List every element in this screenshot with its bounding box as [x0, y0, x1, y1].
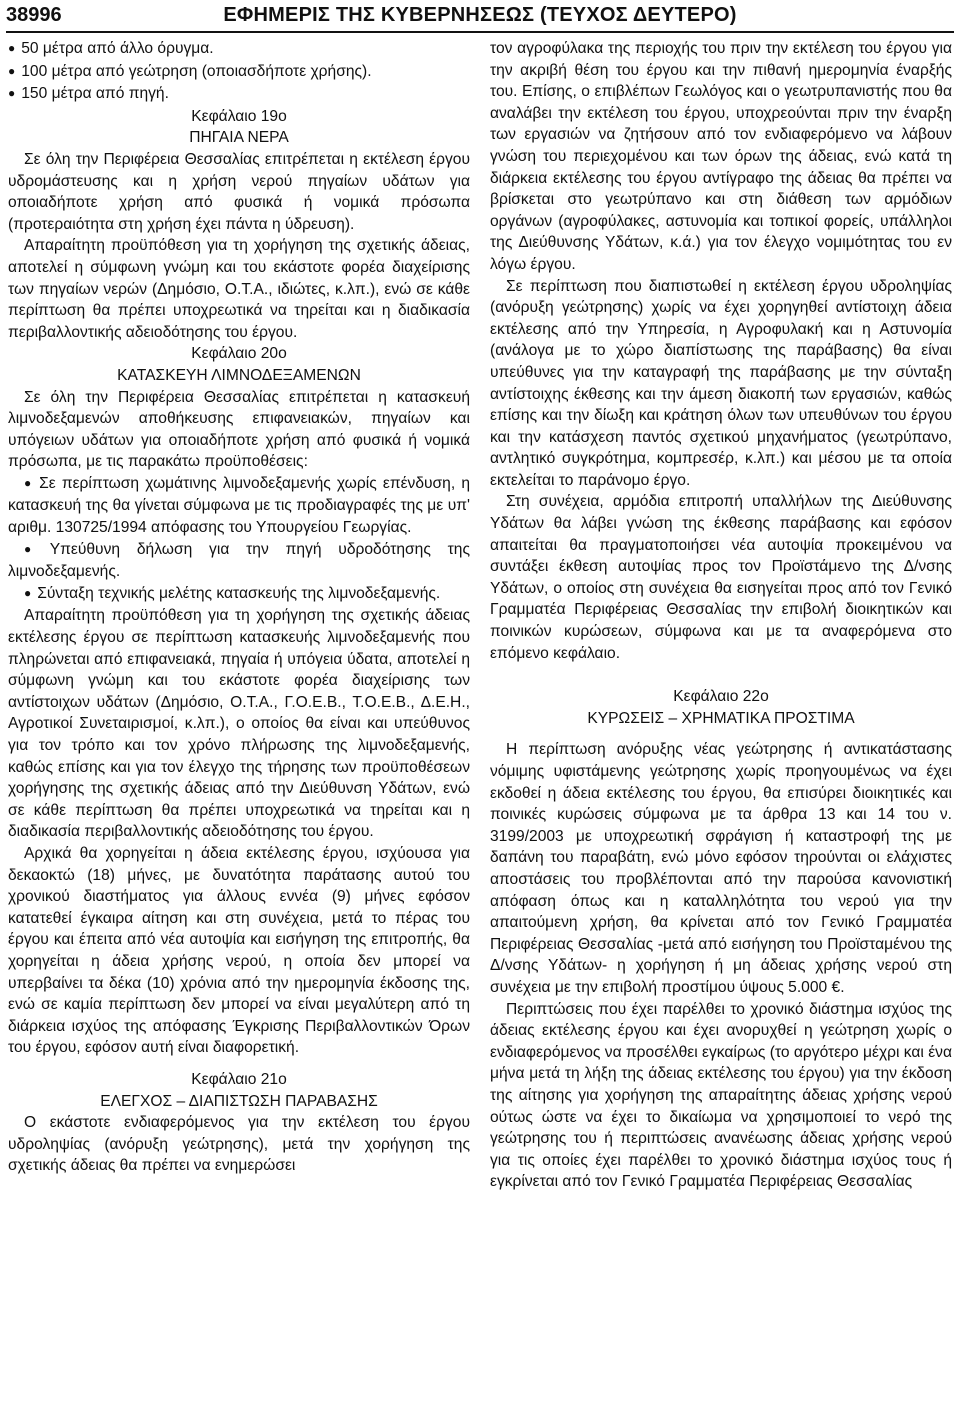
- chapter-19-heading: ΠΗΓΑΙΑ ΝΕΡΑ: [189, 129, 289, 147]
- chapter-22-title: Κεφάλαιο 22ο: [673, 688, 769, 706]
- chapter-19-title: Κεφάλαιο 19ο: [191, 107, 287, 125]
- paragraph: Σε όλη την Περιφέρεια Θεσσαλίας επιτρέπεται η εκτέλεση έργου υδρομάστευσης και η χρήση νερού πηγαίων υδάτων για οποιαδήποτε χρήση από φυσικά ή νομικά πρόσωπα (προτεραιότητα στη χρήση έχει πάντα η ύδρευση).: [8, 150, 470, 233]
- paragraph: Ο εκάστοτε ενδιαφερόμενος για την εκτέλεση του έργου υδροληψίας (ανόρυξη γεώτρησης), μετά την χορήγηση της σχετικής άδειας θα πρέπει να ενημερώσει: [8, 1114, 470, 1175]
- header-rule: [6, 31, 954, 33]
- chapter-21-heading: ΕΛΕΓΧΟΣ – ΔΙΑΠΙΣΤΩΣΗ ΠΑΡΑΒΑΣΗΣ: [100, 1092, 378, 1110]
- paragraph: Σε περίπτωση που διαπιστωθεί η εκτέλεση έργου υδροληψίας (ανόρυξη γεώτρησης) χωρίς να έχει χορηγηθεί αντίστοιχη άδεια εκτέλεσης από την Υπηρεσία, η Αγροφυλακή και η Αστυνομία (ανάλογα με το χώρο διαπίστωσης της παράβασης) θα είναι υπεύθυνες για την καταγραφή της παράβασης με την σύνταξη αντίστοιχης έκθεσης και την άμεση διακοπή των εργασιών, καθώς επίσης και την δίωξη και κράτηση όλων των υπευθύνων του έργου και την κατάσχεση παντός σχετικού μηχανήματος (γεωτρύπανο, αντλητικό συγκρότημα, κομπρεσέρ, κ.λπ.) και μέσου με τα οποία εκτελείται το παράνομο έργο.: [490, 277, 952, 489]
- paragraph: Σε όλη την Περιφέρεια Θεσσαλίας επιτρέπεται η κατασκευή λιμνοδεξαμενών αποθήκευσης επιφανειακών, πηγαίων και υπόγειων υδάτων για οποιαδήποτε χρήση από φυσικά ή νομικά πρόσωπα, με τις παρακάτω προϋποθέσεις:: [8, 388, 470, 471]
- paragraph: Αρχικά θα χορηγείται η άδεια εκτέλεσης έργου, ισχύουσα για δεκαοκτώ (18) μήνες, με δυνατότητα παράτασης αυτού του χρονικού διαστήματος για άλλους εννέα (9) μήνες εφόσον κατατεθεί έγκαιρα αίτηση και στη συνέχεια, μετά το πέρας του έργου και έπειτα από νέα αυτοψία και εισήγηση της επιτροπής, θα χορηγείται η άδεια χρήσης νερού, η οποία δεν μπορεί να υπερβαίνει τα δέκα (10) χρόνια από την ημερομηνία έκδοσης της, ενώ σε καμία περίπτωση δεν μπορεί να είναι μεγαλύτερη από τη διάρκεια ισχύος της απόφασης Έγκρισης Περιβαλλοντικών Όρων του έργου, εφόσον αυτή είναι διαφορετική.: [8, 844, 470, 1057]
- page-header: [6, 0, 954, 30]
- paragraph: Απαραίτητη προϋπόθεση για τη χορήγηση της σχετικής άδειας, αποτελεί η σύμφωνη γνώμη και του εκάστοτε φορέα διαχείρισης των πηγαίων νερών (Δημόσιο, Ο.Τ.Α., ιδιώτες, κ.λπ.), ενώ σε κάθε περίπτωση θα πρέπει υποχρεωτικά να τηρείται και η διαδικασία περιβαλλοντικής αδειοδότησης του έργου.: [8, 237, 470, 341]
- paragraph: Η περίπτωση ανόρυξης νέας γεώτρησης ή αντικατάστασης νόμιμης υφιστάμενης γεώτρησης χωρίς προηγουμένως να έχει εκδοθεί η άδεια εκτέλεσης του έργου, θα επισύρει διοικητικές και ποινικές κυρώσεις σύμφωνα με τα άρθρα 13 και 14 του ν. 3199/2003 με υποχρεωτική σφράγιση ή καταστροφή της με δαπάνη του παραβάτη, ενώ μόνο εφόσον τηρούνται οι ελάχιστες αποστάσεις του προβλέπονται από την παρούσα κανονιστική απόφαση όπως και η καταλληλότητα του νερού για την απαιτούμενη χρήση, θα κρίνεται από τον Γενικό Γραμματέα Περιφέρειας Θεσσαλίας -μετά από εισήγηση του Προϊσταμένου της Δ/νσης Υδάτων- η χορήγηση ή μη άδειας χρήσης νερού στη συνέχεια με την επιβολή προστίμου ύψους 5.000 €.: [490, 741, 952, 996]
- list-item: ● Σύνταξη τεχνικής μελέτης κατασκευής της λιμνοδεξαμενής.: [8, 583, 470, 606]
- list-item: ● Υπεύθυνη δήλωση για την πηγή υδροδότησης της λιμνοδεξαμενής.: [8, 539, 470, 583]
- list-item: ● 100 μέτρα από γεώτρηση (οποιασδήποτε χρήσης).: [8, 61, 470, 84]
- chapter-22-heading: ΚΥΡΩΣΕΙΣ – ΧΡΗΜΑΤΙΚΑ ΠΡΟΣΤΙΜΑ: [587, 709, 855, 727]
- chapter-20-heading: ΚΑΤΑΣΚΕΥΗ ΛΙΜΝΟΔΕΞΑΜΕΝΩΝ: [117, 366, 361, 384]
- page-number: 38996: [6, 3, 62, 26]
- paragraph: τον αγροφύλακα της περιοχής του πριν την εκτέλεση του έργου για την ακριβή θέση του έργου και την πιθανή ημερομηνία έναρξής του. Επίσης, ο επιβλέπων Γεωλόγος και ο γεωτρυπανιστής που θα αναλάβει την εκτέλεση του έργου, υποχρεούνται πριν την έναρξη των εργασιών να ζητήσουν από τον ενδιαφερόμενο να λάβουν γνώση του περιεχομένου και των όρων της άδειας, ενώ κατά τη διάρκεια εκτέλεσης του έργου αντίγραφο της άδειας θα πρέπει να βρίσκεται στο γεωτρύπανο και στη διάθεση των αρμόδιων οργάνων (αγροφύλακες, αστυνομία και τοπικοί φορείς, υπάλληλοι της Διεύθυνσης Υδάτων, κ.ά.) για τον έλεγχο νομιμότητας του εν λόγω έργου.: [490, 40, 952, 273]
- paragraph: Περιπτώσεις που έχει παρέλθει το χρονικό διάστημα ισχύος της άδειας εκτέλεσης έργου και έχει ανορυχθεί η γεώτρηση χωρίς ο ενδιαφερόμενος να προσέλθει εγκαίρως (το αργότερο μέχρι και ένα μήνα μετά τη λήξη της άδειας εκτέλεσης του έργου) για την έκδοση της αίτησης για χορήγηση της απαραίτητης άδειας χρήσης νερού ούτως ώστε να έχει το δικαίωμα να χρησιμοποιεί το νερό της γεώτρησης του ή περιπτώσεις ανανέωσης άδειας χρήσης νερού για τις οποίες έχει παρέλθει το χρονικό διάστημα ισχύος τους ή εγκρίνεται από τον Γενικό Γραμματέα Περιφέρειας Θεσσαλίας: [490, 1000, 952, 1191]
- chapter-21-title: Κεφάλαιο 21ο: [191, 1070, 287, 1088]
- journal-title: ΕΦΗΜΕΡΙΣ ΤΗΣ ΚΥΒΕΡΝΗΣΕΩΣ (ΤΕΥΧΟΣ ΔΕΥΤΕΡΟ): [223, 3, 737, 26]
- list-item: ● 150 μέτρα από πηγή.: [8, 83, 470, 106]
- left-column: [8, 38, 470, 1177]
- chapter-20-title: Κεφάλαιο 20ο: [191, 345, 287, 363]
- list-item: ● Σε περίπτωση χωμάτινης λιμνοδεξαμενής χωρίς επένδυση, η κατασκευή της θα γίνεται σύμφωνα με τις προδιαγραφές της με υπ' αριθμ. 130725/1994 απόφασης του Υπουργείου Γεωργίας.: [8, 473, 470, 539]
- paragraph: Στη συνέχεια, αρμόδια επιτροπή υπαλλήλων της Διεύθυνσης Υδάτων θα λάβει γνώση της έκθεσης παράβασης και εφόσον απαιτείται θα πραγματοποιήσει νέα αυτοψία προκειμένου να συντάξει έκθεση αυτοψίας προς τον Προϊστάμενο της Δ/νσης Υδάτων, ο οποίος στη συνέχεια θα εισηγείται προς από τον Γενικό Γραμματέα Περιφέρειας Θεσσαλίας την επιβολή διοικητικών και ποινικών κυρώσεων, σύμφωνα και με τα αναφερόμενα στο επόμενο κεφάλαιο.: [490, 493, 952, 662]
- list-item: ● 50 μέτρα από άλλο όρυγμα.: [8, 38, 470, 61]
- right-column: [490, 38, 952, 1193]
- paragraph: Απαραίτητη προϋπόθεση για τη χορήγηση της σχετικής άδειας εκτέλεσης έργου σε περίπτωση κατασκευής λιμνοδεξαμενής που πληρώνεται από επιφανειακά, πηγαία ή υπόγεια ύδατα, αποτελεί η σύμφωνη γνώμη και του εκάστοτε φορέα διαχείρισης των αντίστοιχων υδάτων (Δημόσιο, Ο.Τ.Α., Γ.Ο.Ε.Β., Τ.Ο.Ε.Β., Δ.Ε.Η., Αγροτικοί Συνεταιρισμοί, κ.λπ.), ο οποίος θα είναι και υπεύθυνος για τον τρόπο και τον χρόνο πλήρωσης της λιμνοδεξαμενής, καθώς επίσης και για τον έλεγχο της τήρησης των προϋποθέσεων χορήγησης της σχετικής άδειας από την Διεύθυνση Υδάτων, ενώ σε κάθε περίπτωση θα πρέπει υποχρεωτικά να τηρείται και η διαδικασία περιβαλλοντικής αδειοδότησης του έργου.: [8, 607, 470, 841]
